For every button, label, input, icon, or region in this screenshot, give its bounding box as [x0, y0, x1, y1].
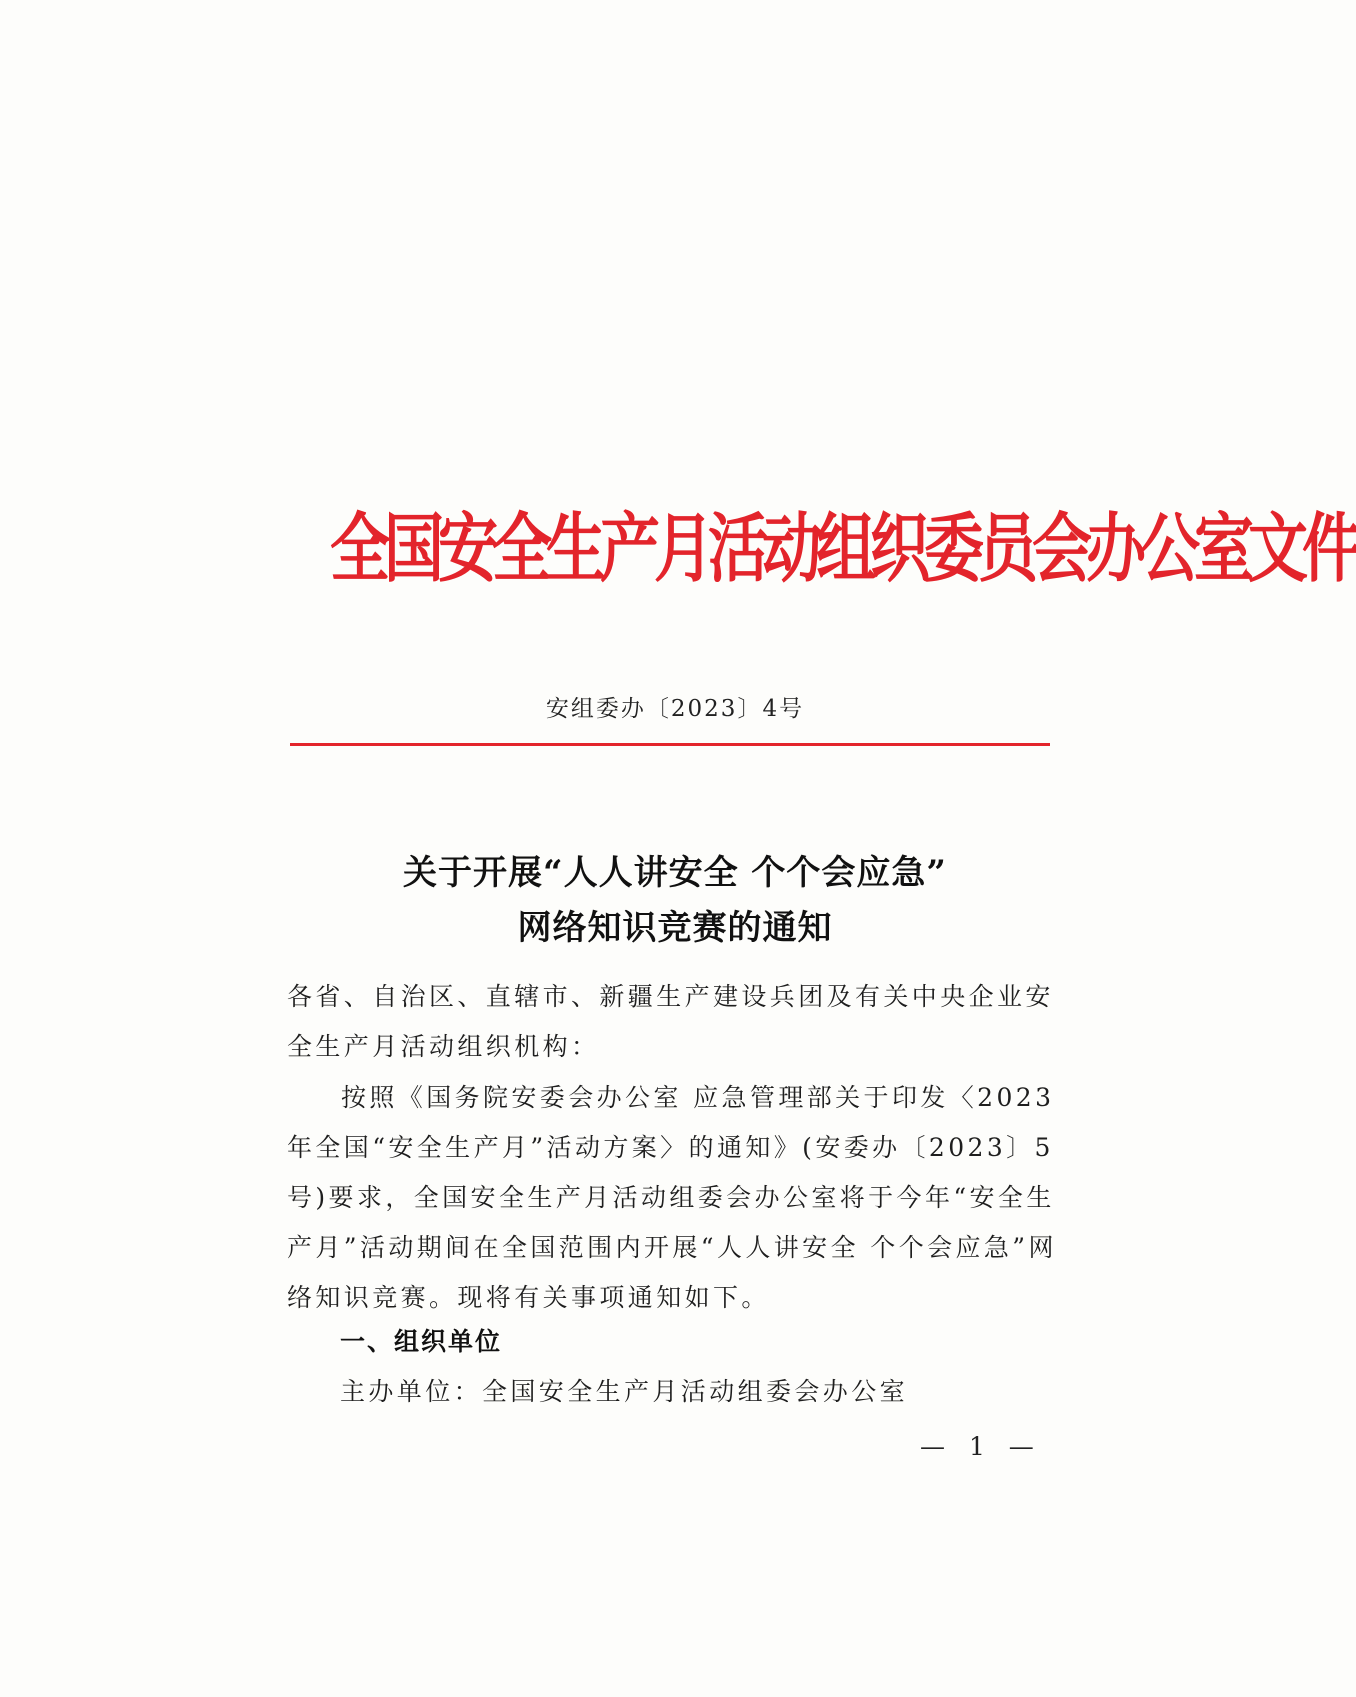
section-heading-organizers: 一、组织单位 [340, 1327, 503, 1356]
notice-title-line-2: 网络知识竞赛的通知 [517, 908, 833, 948]
notice-title-line-1: 关于开展“人人讲安全 个个会应急” [403, 853, 947, 893]
red-divider-line [290, 743, 1050, 746]
page-number: — 1 — [920, 1432, 1042, 1461]
document-number: 安组委办〔2023〕4号 [545, 696, 805, 722]
salutation: 各省、自治区、直辖市、新疆生产建设兵团及有关中央企业安全生产月活动组织机构： [287, 982, 1054, 1061]
body-paragraph-1: 按照《国务院安委会办公室 应急管理部关于印发〈2023年全国“安全生产月”活动方案〉的通知》(安委办〔2023〕5号)要求，全国安全生产月活动组委会办公室将于今年“安全生产月”活动期间在全国范围内开展“人人讲安全 个个会应急”网络知识竞赛。现将有关事项通知如下。 [287, 1083, 1057, 1312]
host-unit-line: 主办单位：全国安全生产月活动组委会办公室 [340, 1377, 909, 1406]
issuer-header: 全国安全生产月活动组织委员会办公室文件 [330, 505, 1356, 593]
